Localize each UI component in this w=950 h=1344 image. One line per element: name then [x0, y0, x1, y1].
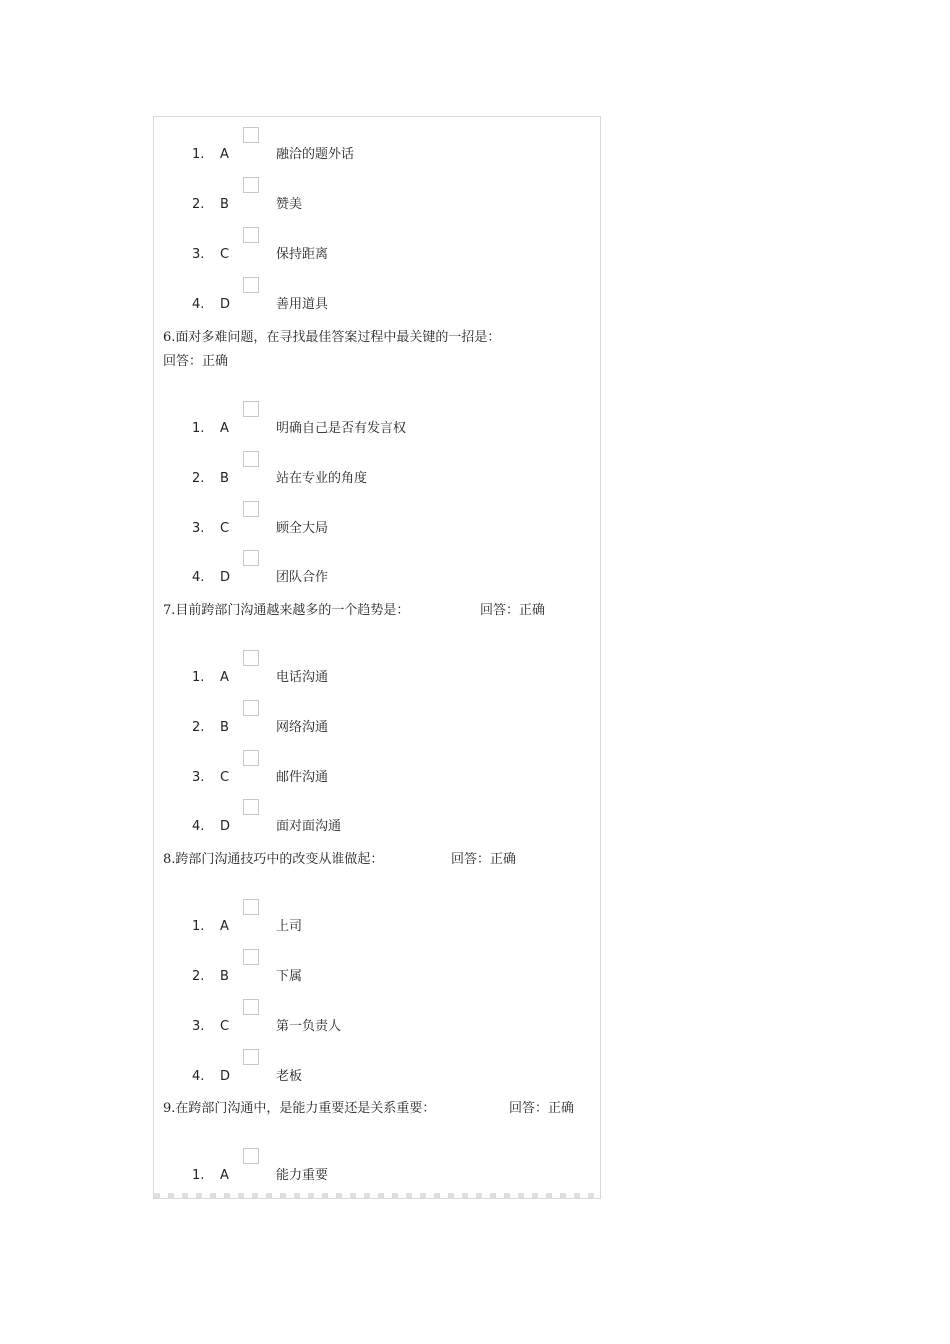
question-6: 6.面对多难问题，在寻找最佳答案过程中最关键的一招是：	[163, 330, 501, 345]
option-text: 善用道具	[276, 297, 329, 312]
checkbox[interactable]	[243, 999, 259, 1015]
option-letter: C	[220, 247, 230, 262]
q7-option-d	[154, 795, 600, 835]
checkbox[interactable]	[243, 451, 259, 467]
checkbox[interactable]	[243, 650, 259, 666]
option-number: 3.	[192, 1019, 205, 1034]
q9-option-a	[154, 1144, 600, 1184]
option-letter: B	[220, 197, 229, 212]
q5-option-c	[154, 223, 600, 263]
q5-option-d	[154, 273, 600, 313]
option-number: 1.	[192, 421, 205, 436]
option-number: 2.	[192, 197, 205, 212]
checkbox[interactable]	[243, 277, 259, 293]
option-text: 下属	[276, 969, 303, 984]
checkbox[interactable]	[243, 899, 259, 915]
checkbox[interactable]	[243, 1148, 259, 1164]
q7-option-a	[154, 646, 600, 686]
checkbox[interactable]	[243, 949, 259, 965]
option-text: 团队合作	[276, 570, 329, 585]
q5-option-b	[154, 173, 600, 213]
option-letter: D	[220, 1069, 231, 1084]
option-number: 1.	[192, 1168, 205, 1183]
option-text: 邮件沟通	[276, 770, 329, 785]
option-letter: D	[220, 570, 231, 585]
option-number: 3.	[192, 770, 205, 785]
option-number: 1.	[192, 670, 205, 685]
answer-status: 回答：正确	[451, 852, 517, 867]
q5-option-a	[154, 123, 600, 163]
option-text: 上司	[276, 919, 303, 934]
option-text: 站在专业的角度	[276, 471, 368, 486]
document-page	[153, 116, 601, 1199]
option-text: 融洽的题外话	[276, 147, 355, 162]
option-number: 1.	[192, 147, 205, 162]
q7-option-c	[154, 746, 600, 786]
checkbox[interactable]	[243, 550, 259, 566]
option-text: 保持距离	[276, 247, 329, 262]
q8-option-a	[154, 895, 600, 935]
checkbox[interactable]	[243, 700, 259, 716]
answer-status: 回答：正确	[163, 354, 229, 369]
question-9: 9.在跨部门沟通中，是能力重要还是关系重要：	[163, 1101, 436, 1116]
checkbox[interactable]	[243, 401, 259, 417]
answer-status: 回答：正确	[480, 603, 546, 618]
option-text: 赞美	[276, 197, 303, 212]
option-number: 1.	[192, 919, 205, 934]
option-text: 面对面沟通	[276, 819, 342, 834]
option-letter: C	[220, 521, 230, 536]
option-letter: B	[220, 471, 229, 486]
option-letter: B	[220, 969, 229, 984]
q8-option-d	[154, 1045, 600, 1085]
checkbox[interactable]	[243, 1049, 259, 1065]
question-7: 7.目前跨部门沟通越来越多的一个趋势是：	[163, 603, 410, 618]
option-letter: A	[220, 147, 229, 162]
checkbox[interactable]	[243, 127, 259, 143]
option-letter: D	[220, 297, 231, 312]
option-letter: A	[220, 670, 229, 685]
checkbox[interactable]	[243, 227, 259, 243]
q6-option-c	[154, 497, 600, 537]
option-letter: C	[220, 770, 230, 785]
checkbox[interactable]	[243, 177, 259, 193]
option-number: 4.	[192, 570, 205, 585]
option-number: 2.	[192, 720, 205, 735]
option-letter: A	[220, 1168, 229, 1183]
checkbox[interactable]	[243, 501, 259, 517]
option-number: 4.	[192, 819, 205, 834]
checkbox[interactable]	[243, 799, 259, 815]
option-letter: B	[220, 720, 229, 735]
option-letter: A	[220, 421, 229, 436]
option-number: 2.	[192, 969, 205, 984]
option-number: 3.	[192, 521, 205, 536]
option-text: 网络沟通	[276, 720, 329, 735]
option-text: 能力重要	[276, 1168, 329, 1183]
option-letter: D	[220, 819, 231, 834]
option-number: 2.	[192, 471, 205, 486]
q6-option-d	[154, 546, 600, 586]
q7-option-b	[154, 696, 600, 736]
q6-option-a	[154, 397, 600, 437]
option-text: 第一负责人	[276, 1019, 342, 1034]
option-letter: A	[220, 919, 229, 934]
option-letter: C	[220, 1019, 230, 1034]
option-number: 4.	[192, 297, 205, 312]
option-number: 4.	[192, 1069, 205, 1084]
option-text: 电话沟通	[276, 670, 329, 685]
checkbox[interactable]	[243, 750, 259, 766]
footer-ruler	[154, 1193, 600, 1198]
q6-option-b	[154, 447, 600, 487]
option-text: 老板	[276, 1069, 303, 1084]
answer-status: 回答：正确	[509, 1101, 575, 1116]
question-8: 8.跨部门沟通技巧中的改变从谁做起：	[163, 852, 384, 867]
q8-option-c	[154, 995, 600, 1035]
option-text: 明确自己是否有发言权	[276, 421, 407, 436]
option-number: 3.	[192, 247, 205, 262]
option-text: 顾全大局	[276, 521, 329, 536]
q8-option-b	[154, 945, 600, 985]
